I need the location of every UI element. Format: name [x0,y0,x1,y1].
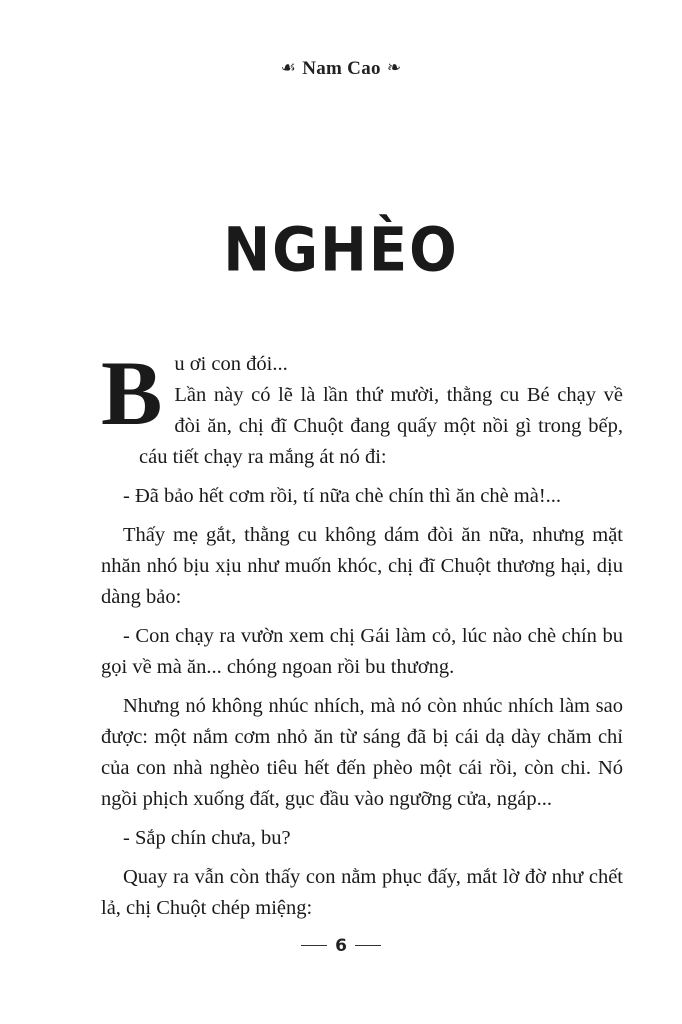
page-number: 6 [335,936,347,956]
ornament-right-icon: ❧ [386,58,402,77]
first-line: u ơi con đói... [174,353,288,375]
paragraph: Nhưng nó không nhúc nhích, mà nó còn nhúc nhích làm sao được: một nắm cơm nhỏ ăn từ sáng đã bị cái dạ dày chăm chỉ của con nhà nghèo tiêu hết đến phèo một cái rồi, còn chi. Nó ngồi phịch xuống đất, gục đầu vào ngưỡng cửa, ngáp... [101,695,623,810]
footer-dash-right [355,945,381,946]
ornament-left-icon: ☙ [280,58,297,77]
first-paragraph-rest: Lần này có lẽ là lần thứ mười, thằng cu Bé chạy về đòi ăn, chị đĩ Chuột đang quấy một nồi gì trong bếp, cáu tiết chạy ra mắng át nó đi: [139,384,623,468]
footer-dash-left [301,945,327,946]
paragraph-first [101,342,623,473]
chapter-title: NGHÈO [223,215,459,286]
paragraph: - Con chạy ra vườn xem chị Gái làm cỏ, lúc nào chè chín bu gọi về mà ăn... chóng ngoan rồi bu thương. [101,625,623,678]
paragraph: Quay ra vẫn còn thấy con nằm phục đấy, mắt lờ đờ như chết lả, chị Chuột chép miệng: [101,866,623,919]
page-footer [0,936,682,956]
chapter-body [101,342,623,932]
paragraph: - Đã bảo hết cơm rồi, tí nữa chè chín thì ăn chè mà!... [123,485,562,507]
paragraph: Thấy mẹ gắt, thằng cu không dám đòi ăn nữa, nhưng mặt nhăn nhó bịu xịu như muốn khóc, chị đĩ Chuột thương hại, dịu dàng bảo: [101,524,623,608]
drop-cap: B [101,342,163,444]
paragraph: - Sắp chín chưa, bu? [123,827,291,849]
author-name: Nam Cao [302,58,381,79]
running-header [0,58,682,80]
